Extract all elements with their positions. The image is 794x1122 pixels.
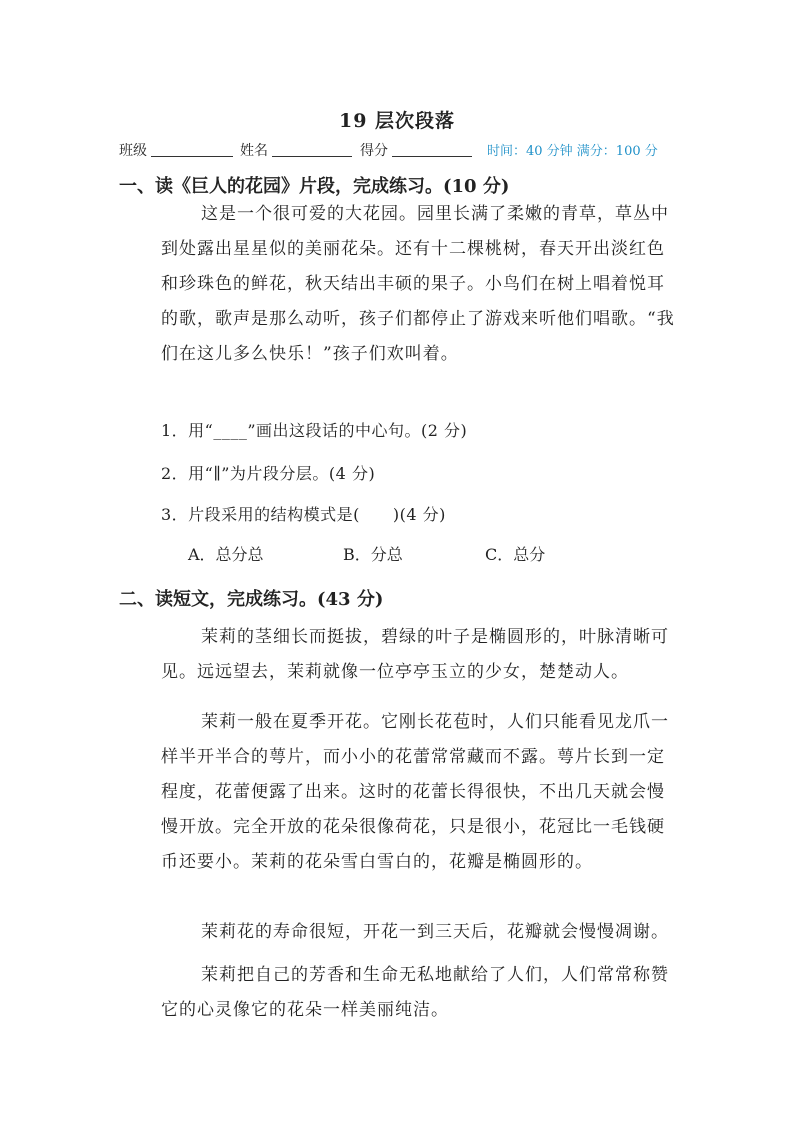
passage-line: 这是一个很可爱的大花园。园里长满了柔嫩的青草，草丛中	[201, 204, 669, 224]
section-2-paragraph-2	[161, 705, 675, 880]
option-a[interactable]: A．总分总	[188, 545, 264, 564]
section-2-heading: 二、读短文，完成练习。(43 分)	[119, 589, 384, 610]
question-2: 2．用“∥”为片段分层。(4 分)	[161, 464, 376, 483]
class-label: 班级	[119, 143, 147, 159]
section-2-paragraph-1	[161, 620, 675, 690]
passage-line: 到处露出星星似的美丽花朵。还有十二棵桃树，春天开出淡红色	[161, 239, 665, 259]
section-1-heading: 一、读《巨人的花园》片段，完成练习。(10 分)	[119, 176, 510, 197]
section-2-paragraph-4	[161, 958, 675, 1028]
passage-line: 茉莉把自己的芳香和生命无私地献给了人们，人们常常称赞	[201, 965, 669, 985]
passage-line: 茉莉一般在夏季开花。它刚长花苞时，人们只能看见龙爪一	[201, 712, 669, 732]
section-2-paragraph-3	[161, 915, 675, 950]
passage-line: 样半开半合的萼片，而小小的花蕾常常藏而不露。萼片长到一定	[161, 747, 665, 767]
passage-line: 茉莉花的寿命很短，开花一到三天后，花瓣就会慢慢凋谢。	[201, 922, 669, 942]
section-1-passage	[161, 197, 675, 372]
page-title: 19 层次段落	[338, 110, 456, 132]
question-3-options	[188, 542, 608, 566]
option-b[interactable]: B．分总	[343, 545, 403, 564]
class-blank[interactable]	[151, 156, 233, 157]
student-info-row	[119, 140, 679, 160]
passage-line: 慢开放。完全开放的花朵很像荷花，只是很小，花冠比一毛钱硬	[161, 817, 665, 837]
question-3: 3．片段采用的结构模式是( )(4 分)	[161, 505, 446, 524]
question-1: 1．用“____”画出这段话的中心句。(2 分)	[161, 421, 468, 440]
passage-line: 币还要小。茉莉的花朵雪白雪白的，花瓣是椭圆形的。	[161, 852, 593, 872]
passage-line: 的歌，歌声是那么动听，孩子们都停止了游戏来听他们唱歌。“我	[161, 309, 675, 329]
passage-line: 们在这儿多么快乐！”孩子们欢叫着。	[161, 344, 459, 364]
score-label: 得分	[360, 143, 388, 159]
score-blank[interactable]	[392, 156, 472, 157]
passage-line: 它的心灵像它的花朵一样美丽纯洁。	[161, 1000, 449, 1020]
passage-line: 见。远远望去，茉莉就像一位亭亭玉立的少女，楚楚动人。	[161, 662, 629, 682]
time-score-info: 时间：40 分钟 满分：100 分	[487, 144, 658, 159]
name-blank[interactable]	[272, 156, 352, 157]
passage-line: 程度，花蕾便露了出来。这时的花蕾长得很快，不出几天就会慢	[161, 782, 665, 802]
passage-line: 和珍珠色的鲜花，秋天结出丰硕的果子。小鸟们在树上唱着悦耳	[161, 274, 665, 294]
name-label: 姓名	[240, 143, 268, 159]
passage-line: 茉莉的茎细长而挺拔，碧绿的叶子是椭圆形的，叶脉清晰可	[201, 627, 669, 647]
option-c[interactable]: C．总分	[485, 545, 546, 564]
